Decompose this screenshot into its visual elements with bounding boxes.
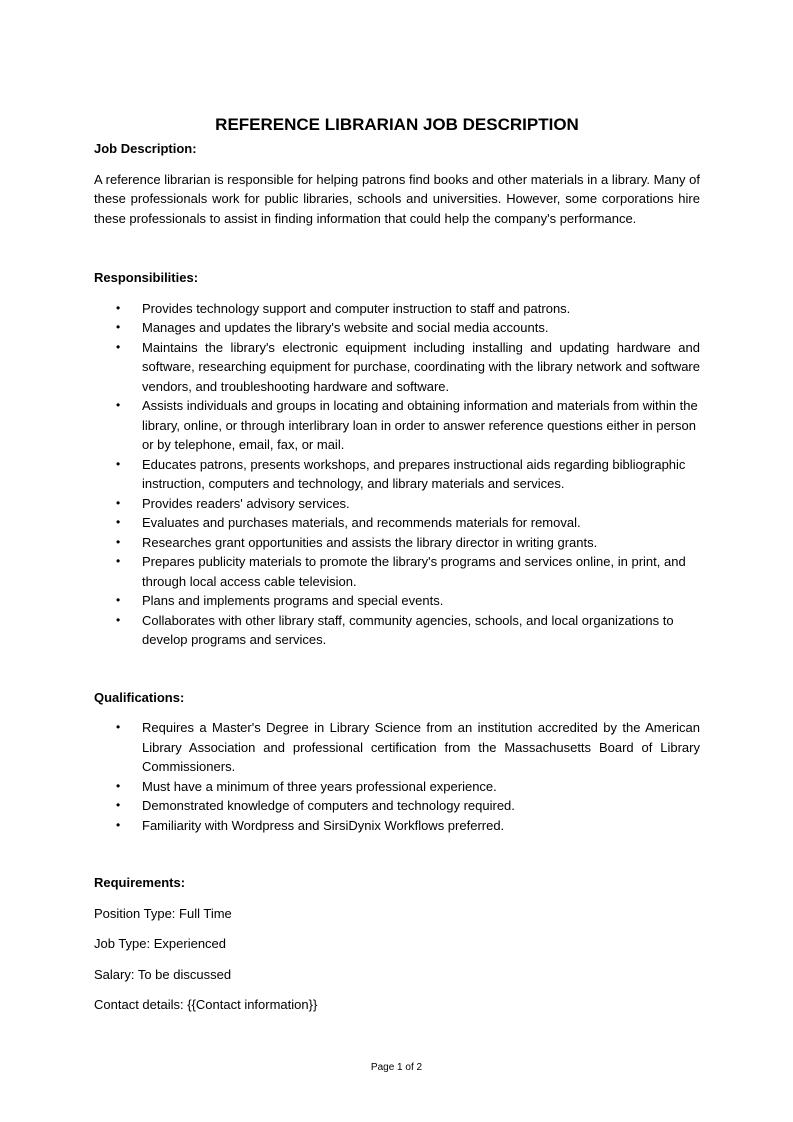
bullet-icon: • xyxy=(116,720,121,734)
list-item-text: Prepares publicity materials to promote the library's programs and services online, in print, and through local access cable television. xyxy=(142,554,686,589)
responsibilities-list xyxy=(94,299,700,650)
bullet-icon: • xyxy=(116,817,121,832)
list-item xyxy=(94,396,700,455)
document-body xyxy=(94,114,700,1026)
bullet-icon: • xyxy=(116,798,121,812)
position-type: Position Type: Full Time xyxy=(94,905,232,921)
list-item-text: Evaluates and purchases materials, and recommends materials for removal. xyxy=(142,515,581,530)
list-item-text: Researches grant opportunities and assists the library director in writing grants. xyxy=(142,534,598,550)
list-item xyxy=(94,611,700,650)
list-item-text: Familiarity with Wordpress and SirsiDynix Workflows preferred. xyxy=(142,817,505,833)
bullet-icon: • xyxy=(116,593,121,607)
list-item-text: Plans and implements programs and special events. xyxy=(142,593,444,608)
bullet-icon: • xyxy=(116,398,121,412)
bullet-icon: • xyxy=(116,778,121,793)
list-item-text: Assists individuals and groups in locating and obtaining information and materials from within the library, online, or through interlibrary loan in order to answer reference questions either in person or by telephone, email, fax, or mail. xyxy=(142,398,698,452)
list-item-text: Must have a minimum of three years professional experience. xyxy=(142,778,497,794)
page-number: Page 1 of 2 xyxy=(370,1062,423,1073)
list-item-text: Manages and updates the library's website and social media accounts. xyxy=(142,320,549,335)
list-item-text: Demonstrated knowledge of computers and technology required. xyxy=(142,798,515,813)
job-description-heading: Job Description: xyxy=(94,141,197,156)
qualifications-list xyxy=(94,718,700,835)
list-item-text: Provides technology support and computer instruction to staff and patrons. xyxy=(142,300,571,316)
salary: Salary: To be discussed xyxy=(94,966,232,982)
list-item xyxy=(94,299,700,319)
bullet-icon: • xyxy=(116,515,121,529)
list-item-text: Requires a Master's Degree in Library Science from an institution accredited by the American Library Association and professional certification from the Massachusetts Board of Library Commissioners. xyxy=(142,720,700,774)
bullet-icon: • xyxy=(116,612,121,627)
requirements-heading: Requirements: xyxy=(94,875,186,890)
bullet-icon: • xyxy=(116,339,121,354)
document-title: REFERENCE LIBRARIAN JOB DESCRIPTION xyxy=(215,115,579,134)
list-item xyxy=(94,494,700,514)
list-item xyxy=(94,455,700,494)
contact-details: Contact details: {{Contact information}} xyxy=(94,997,318,1012)
list-item xyxy=(94,338,700,397)
job-type: Job Type: Experienced xyxy=(94,936,227,951)
list-item-text: Provides readers' advisory services. xyxy=(142,495,350,511)
bullet-icon: • xyxy=(116,534,121,549)
responsibilities-heading: Responsibilities: xyxy=(94,270,199,285)
list-item xyxy=(94,591,700,611)
bullet-icon: • xyxy=(116,495,121,510)
list-item xyxy=(94,552,700,591)
bullet-icon: • xyxy=(116,320,121,334)
qualifications-heading: Qualifications: xyxy=(94,689,185,705)
list-item xyxy=(94,513,700,533)
list-item xyxy=(94,796,700,816)
list-item xyxy=(94,816,700,836)
bullet-icon: • xyxy=(116,456,121,471)
job-description-text: A reference librarian is responsible for helping patrons find books and other materials in a library. Many of these professionals work for public libraries, schools and universities. However, some corporations hire these professionals to assist in finding information that could help the company's performance. xyxy=(94,171,700,226)
list-item-text: Maintains the library's electronic equipment including installing and updating hardware and software, researching equipment for purchase, coordinating with the library network and software vendors, and troubleshooting hardware and software. xyxy=(142,339,700,394)
list-item xyxy=(94,318,700,338)
list-item xyxy=(94,718,700,777)
bullet-icon: • xyxy=(116,554,121,568)
list-item xyxy=(94,533,700,553)
bullet-icon: • xyxy=(116,300,121,315)
list-item-text: Educates patrons, presents workshops, and prepares instructional aids regarding bibliographic instruction, computers and technology, and library materials and services. xyxy=(142,456,686,491)
list-item xyxy=(94,777,700,797)
list-item-text: Collaborates with other library staff, community agencies, schools, and local organizations to develop programs and services. xyxy=(142,612,674,647)
